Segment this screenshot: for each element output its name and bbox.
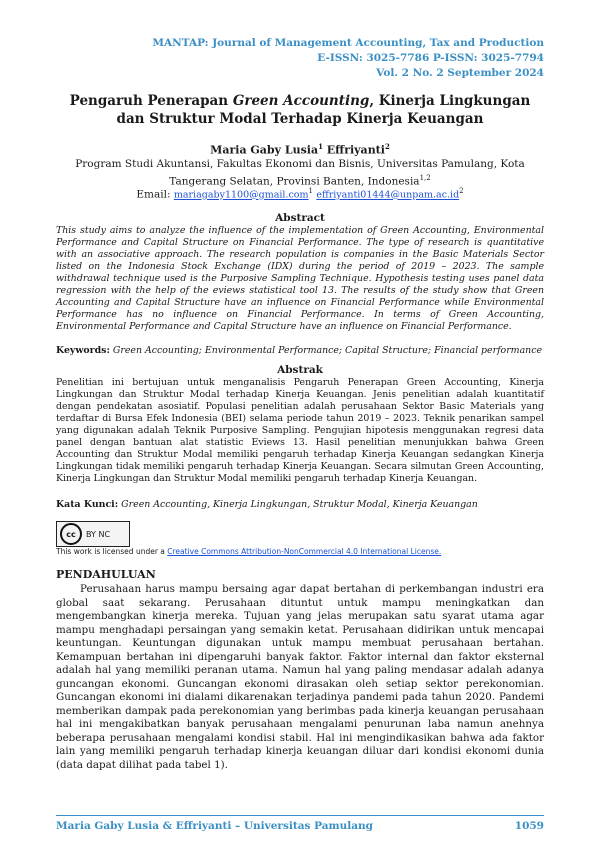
author-line: Maria Gaby Lusia$^1$ Effriyanti$^2$ [210,142,390,157]
email-link-2[interactable]: effriyanti01444@unpam.ac.id [316,189,460,201]
journal-issn: E-ISSN: 3025-7786 P-ISSN: 3025-7794 [317,52,544,64]
journal-header [124,36,544,81]
email-link-1[interactable]: mariagaby1100@gmail.com [173,189,309,201]
footer-divider [56,815,544,816]
abstrak-heading: Abstrak [277,364,323,376]
kata-kunci-line: Kata Kunci: Green Accounting, Kinerja Lingkungan, Struktur Modal, Kinerja Keuangan [56,499,478,510]
paper-title: Pengaruh Penerapan Green Accounting, Kinerja Lingkungan dan Struktur Modal Terhadap Kinerja Keuangan [69,93,531,127]
journal-name: MANTAP: Journal of Management Accounting, Tax and Production [152,37,544,49]
email-line: Email: mariagaby1100@gmail.com$^1$ $effriyanti01444@unpam.ac.id^2$ [136,187,464,201]
section-heading-introduction: PENDAHULUAN [56,568,156,581]
cc-license-badge[interactable] [56,521,130,547]
page-number: 1059 [514,820,544,832]
license-link[interactable]: Creative Commons Attribution-NonCommercial 4.0 International License. [167,547,442,556]
introduction-paragraph: Perusahaan harus mampu bersaing agar dapat bertahan di perkembangan industri era global saat sekarang. Perusahaan dituntut untuk mampu meningkatkan dan mengembangkan kinerja mereka. Tujuan yang jelas merupakan satu syarat utama agar mampu menghadapi persaingan yang semakin ketat. Perusahaan didirikan untuk mencapai keuntungan. Keuntungan digunakan untuk mampu membuat perusahaan bertahan. Kemampuan bertahan ini dipengaruhi banyak faktor. Faktor internal dan faktor eksternal adalah hal yang memiliki peranan utama. Namun hal yang paling mendasar adalah adanya guncangan ekonomi. Guncangan ekonomi dirasakan oleh setiap sektor perekonomian. Guncangan ekonomi ini dialami dikarenakan terjadinya pandemi pada tahun 2020. Pandemi memberikan dampak pada perekonomian yang berimbas pada kinerja keuangan perusahaan hal ini mengakibatkan banyak perusahaan mengalami penurunan laba namun anehnya beberapa perusahaan mengalami kondisi stabil. Hal ini mengindikasikan bahwa ada faktor lain yang memiliki pengaruh terhadap kinerja keuangan diluar dari kondisi ekonomi dunia (data dapat dilihat pada tabel 1). [56,583,544,771]
journal-volume: Vol. 2 No. 2 September 2024 [376,67,544,79]
abstract-text: This study aims to analyze the influence of the implementation of Green Accounting, Environmental Performance and Capital Structure on Financial Performance. The type of research is quantitative with an associative approach. The research population is companies in the Basic Materials Sector listed on the Indonesia Stock Exchange (IDX) during the period of 2019 – 2023. The sample withdrawal technique used is the Purposive Sampling Technique. Hypothesis testing uses panel data regression with the help of the eviews statistical tool 13. The results of the study show that Green Accounting and Capital Structure have an influence on Financial Performance while Environmental Performance has no influence on Financial Performance. In terms of Green Accounting, Environmental Performance and Capital Structure have an influence on Financial Performance. [56,225,544,332]
abstrak-text: Penelitian ini bertujuan untuk menganalisis Pengaruh Penerapan Green Accounting, Kinerja Lingkungan dan Struktur Modal terhadap Kinerja Keuangan. Jenis penelitian adalah kuantitatif dengan pendekatan asosiatif. Populasi penelitian adalah perusahaan Sektor Basic Materials yang terdaftar di Bursa Efek Indonesia (BEI) selama periode tahun 2019 – 2023. Teknik penarikan sampel yang digunakan adalah Teknik Purposive Sampling. Pengujian hipotesis menggunakan regresi data panel dengan bantuan alat statistic Eviews 13. Hasil penelitian menunjukkan bahwa Green Accounting dan Struktur Modal memiliki pengaruh terhadap Kinerja Keuangan sedangkan Kinerja Lingkungan tidak memiliki pengaruh terhadap Kinerja Keuangan. Secara silmutan Green Accounting, Kinerja Lingkungan dan Struktur Modal memiliki pengaruh terhadap Kinerja Keuangan. [56,377,544,484]
license-text: This work is licensed under a Creative Commons Attribution-NonCommercial 4.0 International License. [56,547,442,556]
cc-by-nc-label: BY NC [86,529,111,539]
affiliation: Program Studi Akuntansi, Fakultas Ekonomi dan Bisnis, Universitas Pamulang, Kota Tangerang Selatan, Provinsi Banten, Indonesia$^{1,2}$ [75,158,525,188]
keywords-line: Keywords: Green Accounting; Environmental Performance; Capital Structure; Financial performance [56,345,542,356]
cc-icon: cc [60,523,82,545]
footer-authors: Maria Gaby Lusia & Effriyanti – Universitas Pamulang [56,820,374,832]
abstract-heading: Abstract [275,212,325,224]
